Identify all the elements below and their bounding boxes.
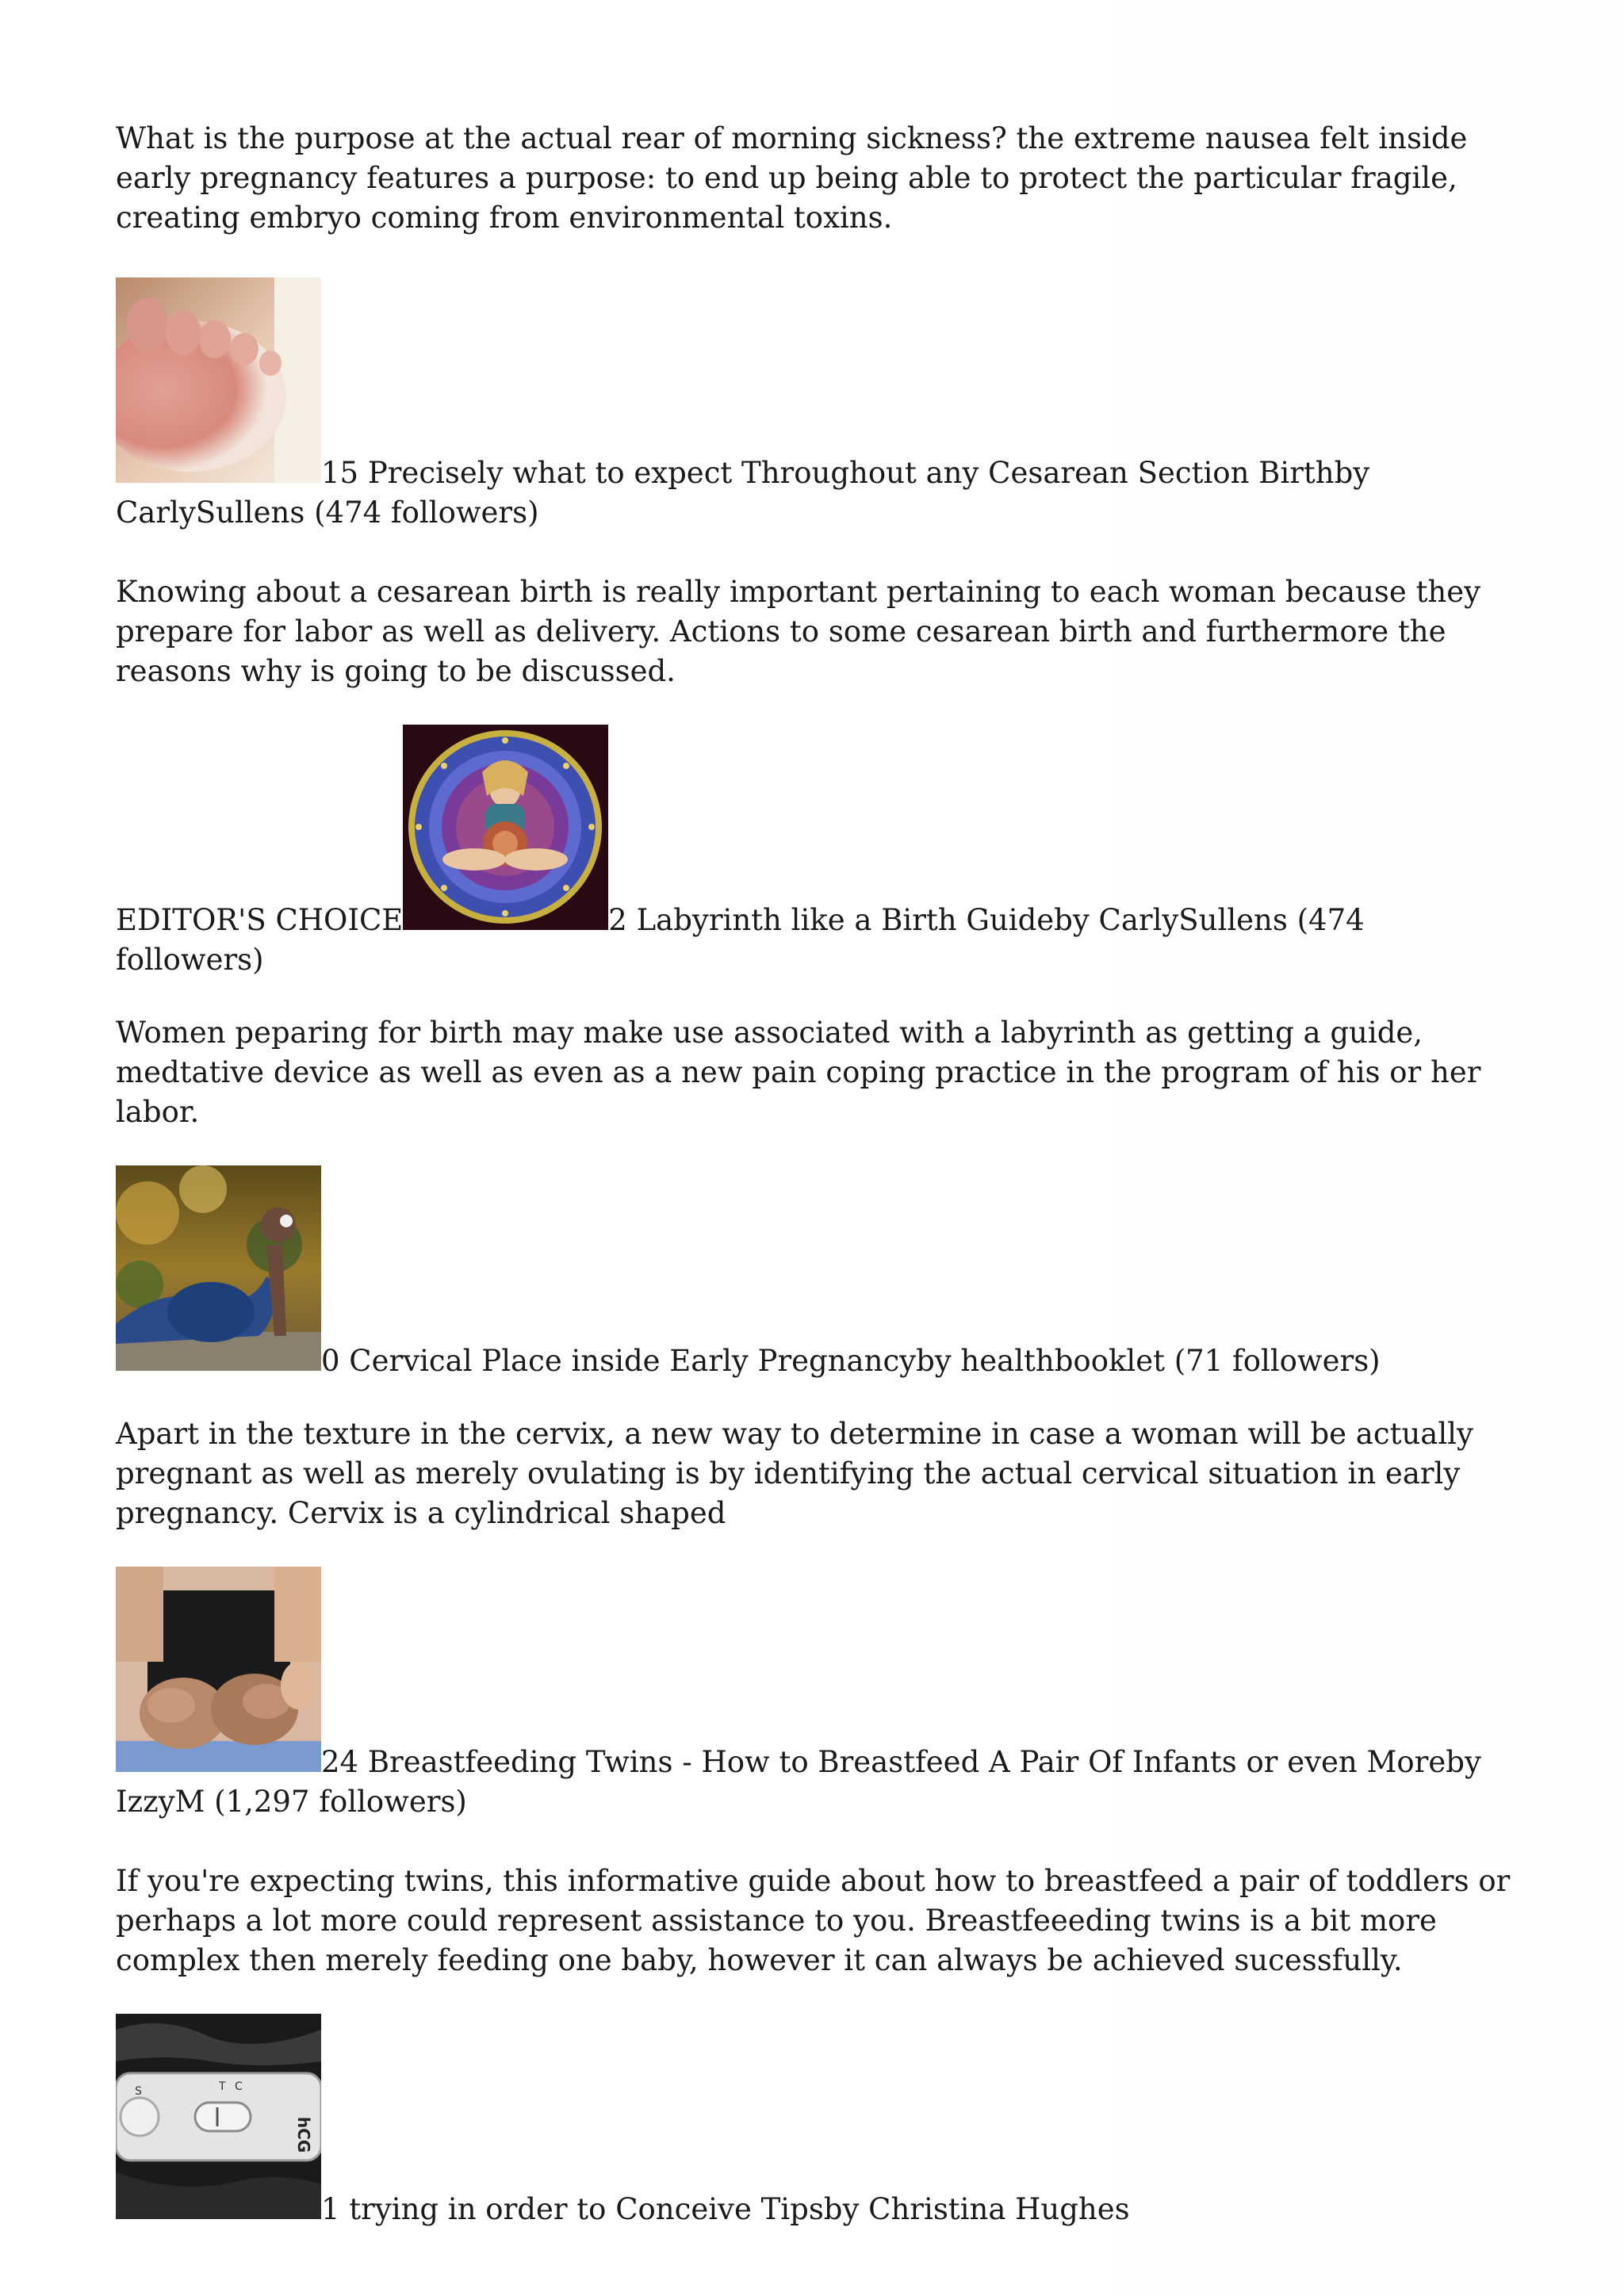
article-summary: Apart in the texture in the cervix, a new way to determine in case a woman will be actually pregnant as well as merely ovulating is by identifying the actual cervical situation in early pregnancy. Cervix is a cylindrical shaped	[116, 1417, 1473, 1530]
article-item	[116, 1567, 1519, 1822]
editors-choice-label: EDITOR'S CHOICE	[116, 903, 404, 937]
article-title[interactable]: 1 trying in order to Conceive Tipsby Christina Hughes	[321, 2192, 1130, 2226]
article-title[interactable]: 0 Cervical Place inside Early Pregnancyby healthbooklet (71 followers)	[321, 1344, 1381, 1378]
article-list	[116, 119, 1519, 2269]
baby-foot-photo[interactable]	[116, 277, 321, 483]
pregnancy-test-photo[interactable]	[116, 2014, 321, 2219]
birth-labyrinth-mandala-photo[interactable]	[403, 725, 608, 930]
test-mark: C	[235, 2080, 243, 2093]
article-summary: If you're expecting twins, this informative guide about how to breastfeed a pair of toddlers or perhaps a lot more could represent assistance to you. Breastfeeeding twins is a bit more complex then merely feeding one baby, however it can always be achieved sucessfully.	[116, 1864, 1511, 1977]
article-summary: Women peparing for birth may make use associated with a labyrinth as getting a guide, medtative device as well as even as a new pain coping practice in the program of his or her labor.	[116, 1016, 1481, 1129]
article-title[interactable]: 2 Labyrinth like a Birth Guideby CarlySullens (474 followers)	[116, 903, 1365, 977]
test-mark: T	[219, 2080, 226, 2093]
article-item	[116, 277, 1519, 533]
article-title[interactable]: 24 Breastfeeding Twins - How to Breastfeed A Pair Of Infants or even Moreby IzzyM (1,297 followers)	[116, 1745, 1481, 1819]
pregnant-woman-yoga-photo[interactable]	[116, 1165, 321, 1371]
article-item	[116, 2014, 1519, 2229]
article-summary: Knowing about a cesarean birth is really important pertaining to each woman because they prepare for labor as well as delivery. Actions to some cesarean birth and furthermore the reasons why is going to be discussed.	[116, 575, 1481, 688]
intro-paragraph: What is the purpose at the actual rear of morning sickness? the extreme nausea felt inside early pregnancy features a purpose: to end up being able to protect the particular fragile, creating embryo coming from environmental toxins.	[116, 121, 1468, 235]
article-title[interactable]: 15 Precisely what to expect Throughout any Cesarean Section Birthby CarlySullens (474 followers)	[116, 456, 1370, 530]
breastfeeding-twins-photo[interactable]	[116, 1567, 321, 1772]
article-item	[116, 725, 1519, 980]
hcg-label: hCG	[294, 2117, 313, 2153]
test-mark: S	[135, 2085, 142, 2098]
article-item	[116, 1165, 1519, 1381]
